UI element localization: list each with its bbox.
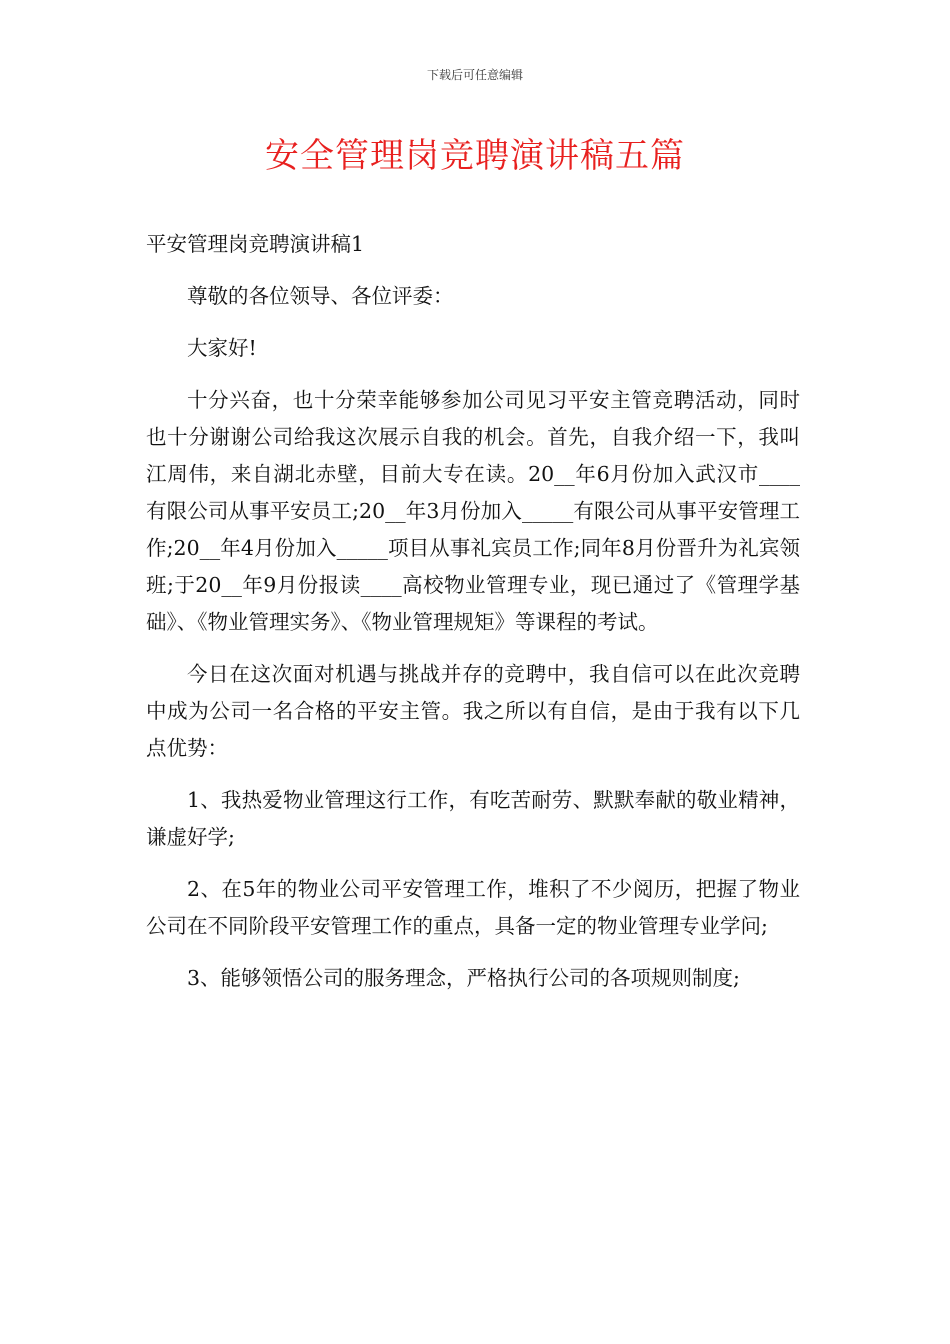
paragraph-advantage-2: 2、在5年的物业公司平安管理工作，堆积了不少阅历，把握了物业公司在不同阶段平安管理工作的重点，具备一定的物业管理专业学问;: [146, 877, 800, 938]
paragraph-advantage-3: 3、能够领悟公司的服务理念，严格执行公司的各项规则制度;: [187, 966, 740, 990]
document-body: [146, 226, 800, 1012]
paragraph-confidence: 今日在这次面对机遇与挑战并存的竞聘中，我自信可以在此次竞聘中成为公司一名合格的平安主管。我之所以有自信，是由于我有以下几点优势：: [146, 662, 800, 760]
document-subtitle: 平安管理岗竞聘演讲稿1: [146, 232, 365, 256]
paragraph-advantage-1: 1、我热爱物业管理这行工作，有吃苦耐劳、默默奉献的敬业精神，谦虚好学;: [146, 788, 800, 849]
paragraph-salutation: 尊敬的各位领导、各位评委：: [187, 284, 454, 308]
document-title: 安全管理岗竞聘演讲稿五篇: [265, 136, 685, 176]
header-note: 下载后可任意编辑: [426, 68, 523, 82]
paragraph-greeting: 大家好!: [187, 336, 257, 360]
paragraph-introduction: 十分兴奋，也十分荣幸能够参加公司见习平安主管竞聘活动，同时也十分谢谢公司给我这次展示自我的机会。首先，自我介绍一下，我叫江周伟，来自湖北赤壁，目前大专在读。20__年6月份加入武汉市____有限公司从事平安员工;20__年3月份加入_____有限公司从事平安管理工作;20__年4月份加入_____项目从事礼宾员工作;同年8月份晋升为礼宾领班;于20__年9月份报读____高校物业管理专业，现已通过了《管理学基础》、《物业管理实务》、《物业管理规矩》等课程的考试。: [146, 388, 800, 634]
